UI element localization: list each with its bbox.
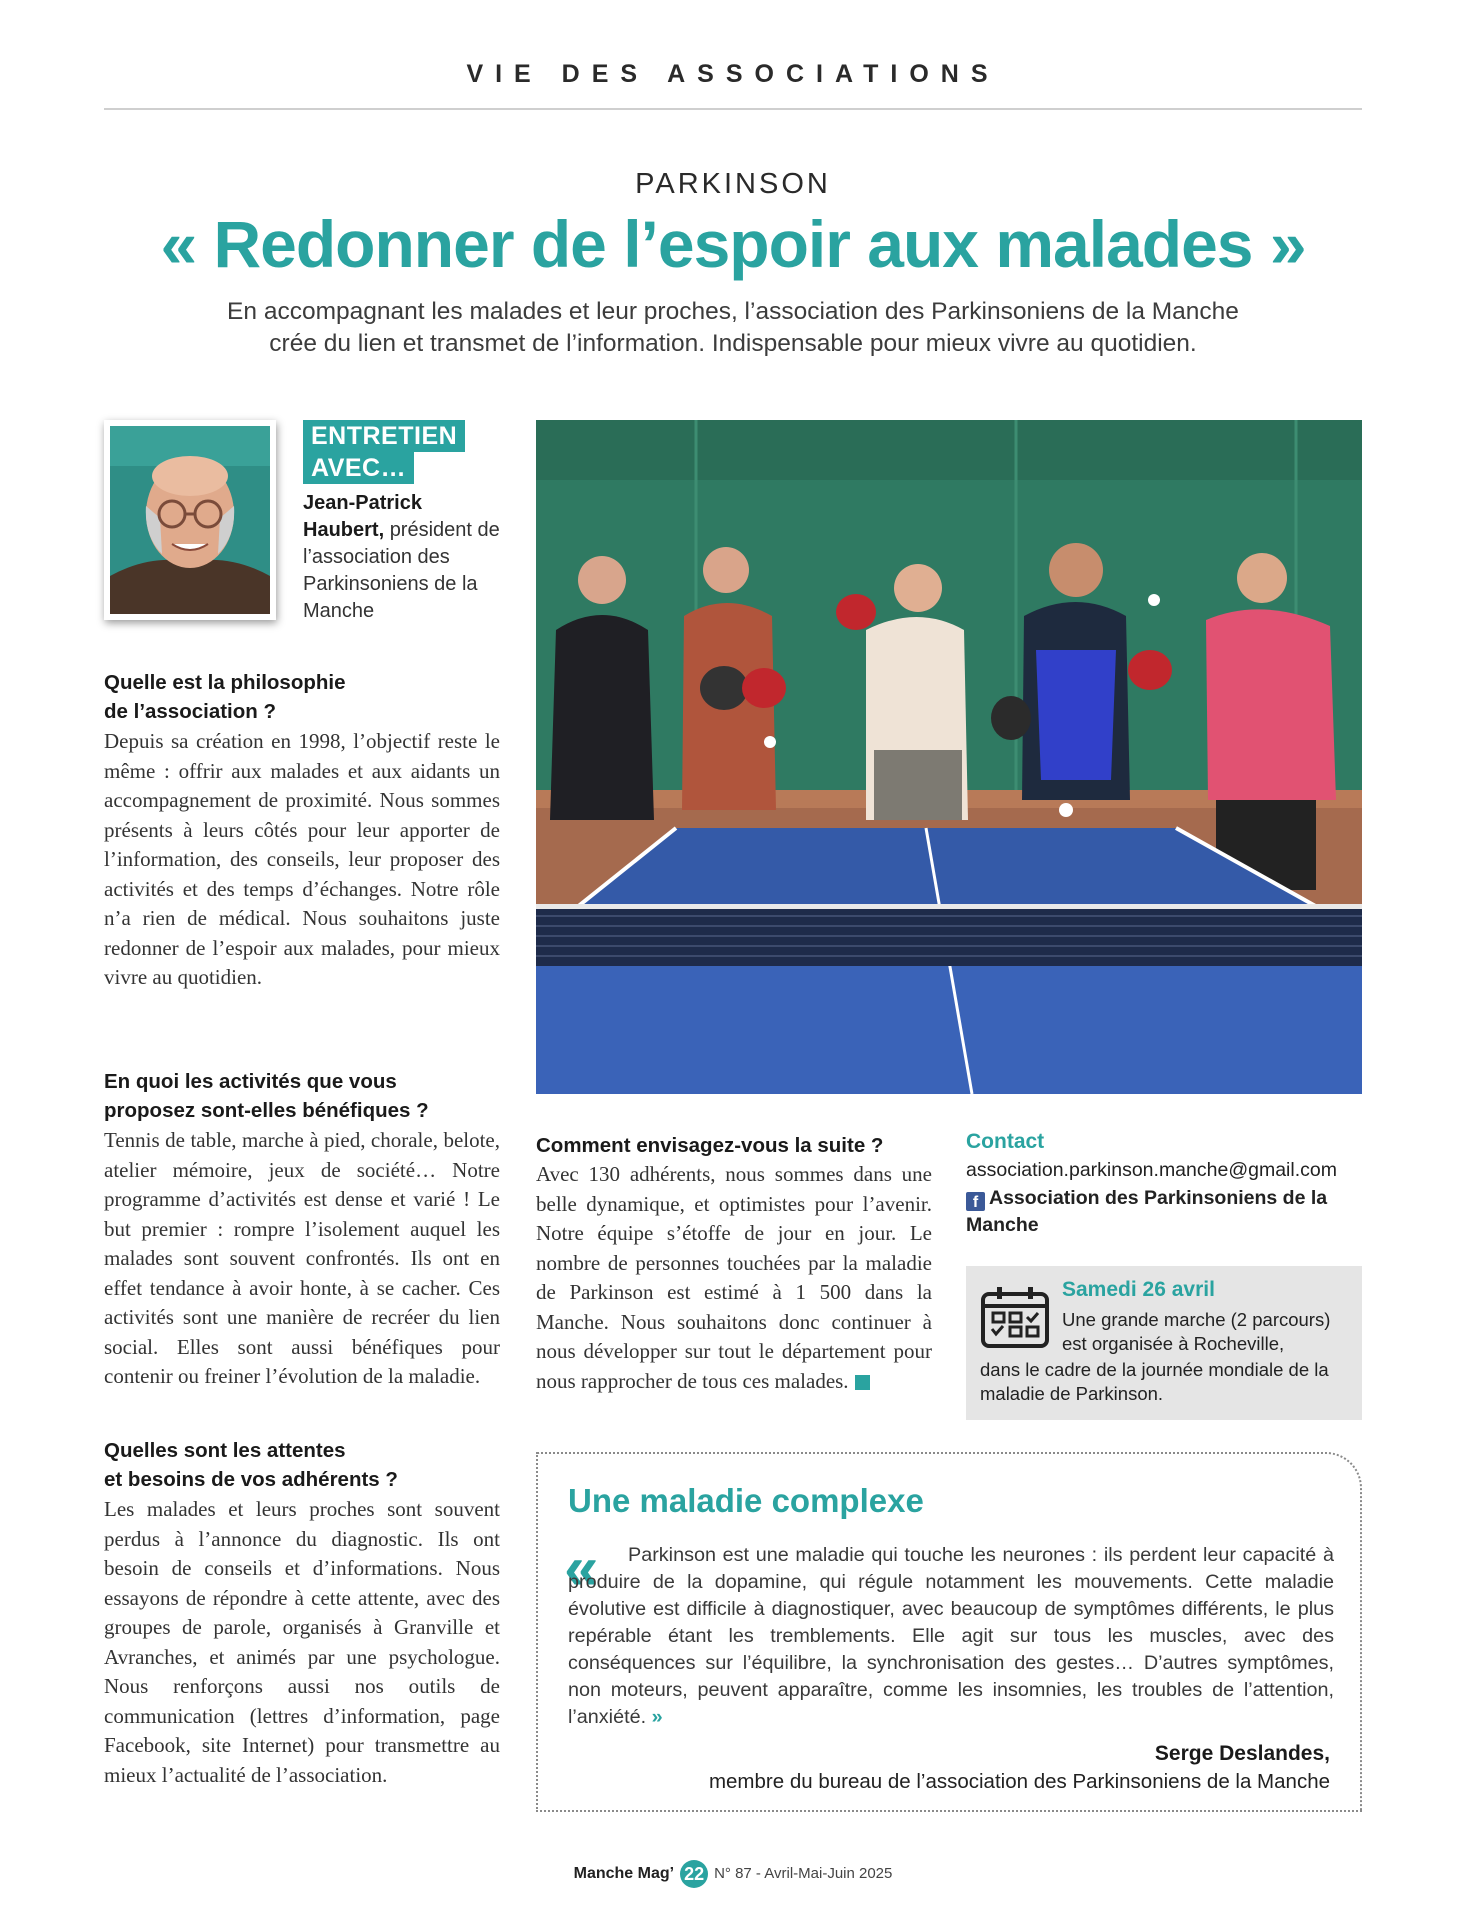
event-text: est organisée à Rocheville, — [1062, 1333, 1285, 1354]
portrait-photo — [104, 420, 276, 620]
event-box — [966, 1266, 1362, 1420]
article-title: « Redonner de l’espoir aux malades » — [160, 207, 1306, 281]
contact-facebook[interactable]: f Association des Parkinsoniens de la Manche — [966, 1187, 1328, 1236]
answer-paragraph: Tennis de table, marche à pied, chorale, belote, atelier mémoire, jeux de société… Notre programme d’activités est dense et varié ! Le but premier : rompre l’isolement auquel les malades sont souvent confrontés. Ils ont en effet tendance à avoir honte, à se cacher. Ces activités sont une manière de recréer du lien social. Elles sont aussi bénéfiques pour contenir ou freiner l’évolution de la maladie. — [104, 1128, 500, 1388]
facebook-icon: f — [966, 1192, 985, 1211]
answer-paragraph: Avec 130 adhérents, nous sommes dans une belle dynamique, et optimistes pour l’avenir. Notre équipe s’étoffe de jour en jour. Le nombre de personnes touchées par la maladie de Parkinson est estimé à 1 500 dans la Manche. Nous souhaitons donc continuer à nous développer sur tout le département pour nous rapprocher de tous ces malades. — [536, 1162, 932, 1393]
article-kicker: PARKINSON — [635, 168, 831, 200]
quote-box — [536, 1452, 1362, 1812]
lead-line: En accompagnant les malades et leur proches, l’association des Parkinsoniens de la Manche — [227, 298, 1239, 325]
event-text: dans le cadre de la journée mondiale de la maladie de Parkinson. — [980, 1359, 1329, 1404]
issue-info: N° 87 - Avril-Mai-Juin 2025 — [714, 1864, 893, 1882]
answer-paragraph: Depuis sa création en 1998, l’objectif reste le même : offrir aux malades et aux aidants un accompagnement de proximité. Nous sommes présents à leurs côtés pour leur apporter de l’information, des conseils, leur proposer des activités et des temps d’échanges. Notre rôle n’a rien de médical. Nous souhaitons juste redonner de l’espoir aux malades, pour mieux vivre au quotidien. — [104, 729, 500, 989]
header-divider — [104, 108, 1362, 110]
question-heading: Quelles sont les attentes et besoins de vos adhérents ? — [104, 1439, 398, 1491]
open-quote-mark: « — [564, 1534, 599, 1603]
interviewee-name: Jean-Patrick Haubert, — [303, 492, 422, 541]
question-heading: En quoi les activités que vous proposez sont-elles bénéfiques ? — [104, 1070, 429, 1122]
section-header: VIE DES ASSOCIATIONS — [466, 60, 1000, 88]
question-heading: Quelle est la philosophie de l’association ? — [104, 671, 346, 723]
close-quote-mark: » — [651, 1706, 663, 1728]
contact-email[interactable]: association.parkinson.manche@gmail.com — [966, 1159, 1337, 1181]
page-footer — [0, 1860, 1466, 1888]
lead-line: crée du lien et transmet de l’information. Indispensable pour mieux vivre au quotidien. — [269, 330, 1197, 357]
quote-author: Serge Deslandes, — [1154, 1742, 1330, 1765]
answer-paragraph: Les malades et leurs proches sont souvent perdus à l’annonce du diagnostic. Ils ont besoin de conseils et d’informations. Nous essayons de répondre à cette attente, avec des groupes de parole, organisés à Granville et Avranches, et animés par une psychologue. Nous renforçons aussi nos outils de communication (lettres d’information, page Facebook, site Internet) pour transmettre au mieux l’actualité de l’association. — [104, 1497, 500, 1787]
quote-box-heading: Une maladie complexe — [568, 1482, 924, 1519]
interview-tag: AVEC… — [303, 452, 414, 484]
magazine-name: Manche Mag’ — [573, 1864, 675, 1882]
quote-text: Parkinson est une maladie qui touche les neurones : ils perdent leur capacité à produire de la dopamine, qui régule notamment les mouvements. Cette maladie évolutive est difficile à diagnostiquer, avec beaucoup de symptômes différents, le plus repérable étant les tremblements. Elle agit sur tous les muscles, avec des conséquences sur l’équilibre, la synchronisation des gestes… D’autres symptômes, non moteurs, peuvent apparaître, comme les insomnies, les troubles de l’attention, l’anxiété. » — [568, 1544, 1334, 1728]
interviewee-role: président de l’association des Parkinsoniens de la Manche — [303, 519, 500, 622]
page-number: 22 — [680, 1860, 708, 1888]
event-date: Samedi 26 avril — [1062, 1278, 1215, 1301]
question-heading: Comment envisagez-vous la suite ? — [536, 1134, 884, 1157]
article-lead — [183, 296, 1283, 360]
interview-tag: ENTRETIEN — [303, 420, 465, 452]
end-mark — [855, 1375, 870, 1390]
interviewee-intro — [303, 490, 503, 625]
quote-author-role: membre du bureau de l’association des Parkinsoniens de la Manche — [708, 1770, 1330, 1793]
table-tennis-photo — [536, 420, 1362, 1094]
calendar-icon — [980, 1284, 1050, 1350]
contact-heading: Contact — [966, 1130, 1045, 1153]
event-text: Une grande marche (2 parcours) — [1062, 1309, 1331, 1330]
